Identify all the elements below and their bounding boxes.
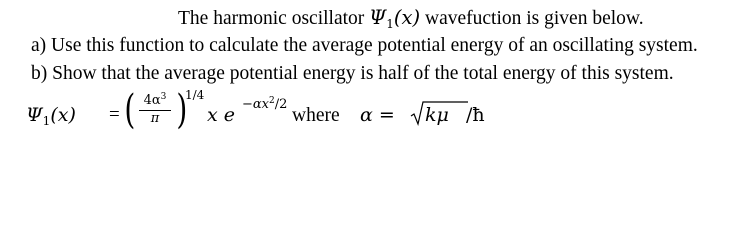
- question-part-a: a) Use this function to calculate the average potential energy of an oscillating system.: [31, 35, 698, 56]
- alpha-equals: =: [378, 104, 395, 126]
- wavefunction-formula: [26, 88, 726, 144]
- formula-lhs: [26, 104, 76, 128]
- title-suffix: wavefuction is given below.: [420, 8, 644, 29]
- formula-x-e: x e: [207, 104, 235, 126]
- alpha-definition: [360, 104, 395, 126]
- question-part-b: b) Show that the average potential energy is half of the total energy of this system.: [31, 63, 674, 84]
- alpha-symbol: α: [360, 104, 373, 126]
- formula-where: where: [292, 105, 340, 126]
- sqrt-content: kμ: [425, 104, 449, 126]
- sqrt-expression: [410, 101, 470, 127]
- exponent-base: −αx: [242, 97, 270, 112]
- formula-equals: =: [109, 104, 120, 125]
- formula-power: 1/4: [185, 88, 205, 102]
- formula-left-paren: (: [124, 87, 136, 133]
- hbar-divisor: /ħ: [466, 104, 485, 126]
- formula-right-paren: ): [176, 87, 188, 133]
- formula-psi-argument: (x): [50, 104, 76, 126]
- title-psi-argument: (x): [393, 6, 421, 29]
- title-psi-symbol: [369, 6, 420, 29]
- exponent-divisor: /2: [274, 97, 288, 112]
- exponent-square: 2: [269, 96, 275, 106]
- formula-exponent: [242, 98, 287, 113]
- formula-psi: Ψ: [26, 104, 43, 126]
- formula-fraction: [135, 94, 175, 126]
- title-psi: Ψ: [369, 6, 387, 29]
- fraction-numerator-base: 4α: [143, 93, 161, 108]
- fraction-denominator: π: [150, 111, 160, 126]
- title-psi-subscript: 1: [386, 17, 394, 31]
- title-line: [178, 6, 644, 32]
- formula-psi-subscript: 1: [42, 114, 51, 128]
- title-prefix: The harmonic oscillator: [178, 8, 370, 29]
- fraction-numerator-exponent: 3: [160, 92, 167, 102]
- fraction-numerator: [135, 94, 175, 109]
